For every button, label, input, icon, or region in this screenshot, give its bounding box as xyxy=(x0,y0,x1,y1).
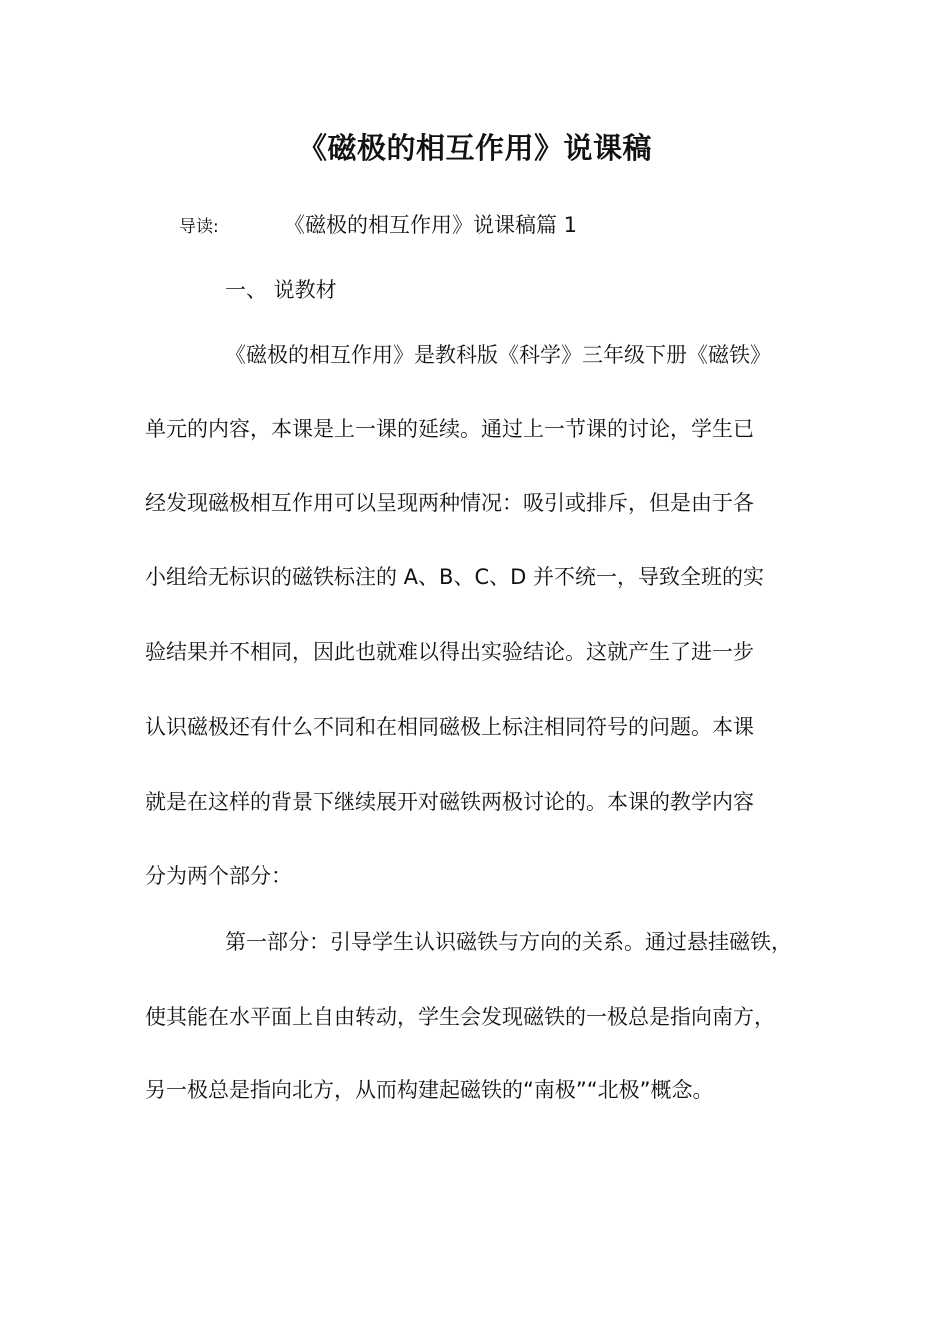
paragraph-line: 就是在这样的背景下继续展开对磁铁两极讨论的。本课的教学内容 xyxy=(145,790,754,814)
document-title: 《磁极的相互作用》说课稿 xyxy=(297,131,652,165)
intro-text: 《磁极的相互作用》说课稿篇 1 xyxy=(284,213,578,237)
paragraph-line: 《磁极的相互作用》是教科版《科学》三年级下册《磁铁》 xyxy=(225,343,771,367)
paragraph-line: 第一部分：引导学生认识磁铁与方向的关系。通过悬挂磁铁， xyxy=(225,930,792,954)
paragraph-line: 使其能在水平面上自由转动，学生会发现磁铁的一极总是指向南方， xyxy=(145,1005,775,1029)
intro-label: 导读: xyxy=(179,217,219,237)
paragraph-line: 分为两个部分： xyxy=(145,864,292,888)
section-heading: 一、 说教材 xyxy=(225,278,337,302)
paragraph-line: 经发现磁极相互作用可以呈现两种情况：吸引或排斥，但是由于各 xyxy=(145,491,754,515)
paragraph-line: 认识磁极还有什么不同和在相同磁极上标注相同符号的问题。本课 xyxy=(145,715,754,739)
paragraph-line: 另一极总是指向北方，从而构建起磁铁的“南极”“北极”概念。 xyxy=(145,1078,714,1102)
paragraph-line: 单元的内容，本课是上一课的延续。通过上一节课的讨论，学生已 xyxy=(145,417,754,441)
paragraph-line: 验结果并不相同，因此也就难以得出实验结论。这就产生了进一步 xyxy=(145,640,754,664)
paragraph-line: 小组给无标识的磁铁标注的 A、B、C、D 并不统一，导致全班的实 xyxy=(145,565,764,589)
